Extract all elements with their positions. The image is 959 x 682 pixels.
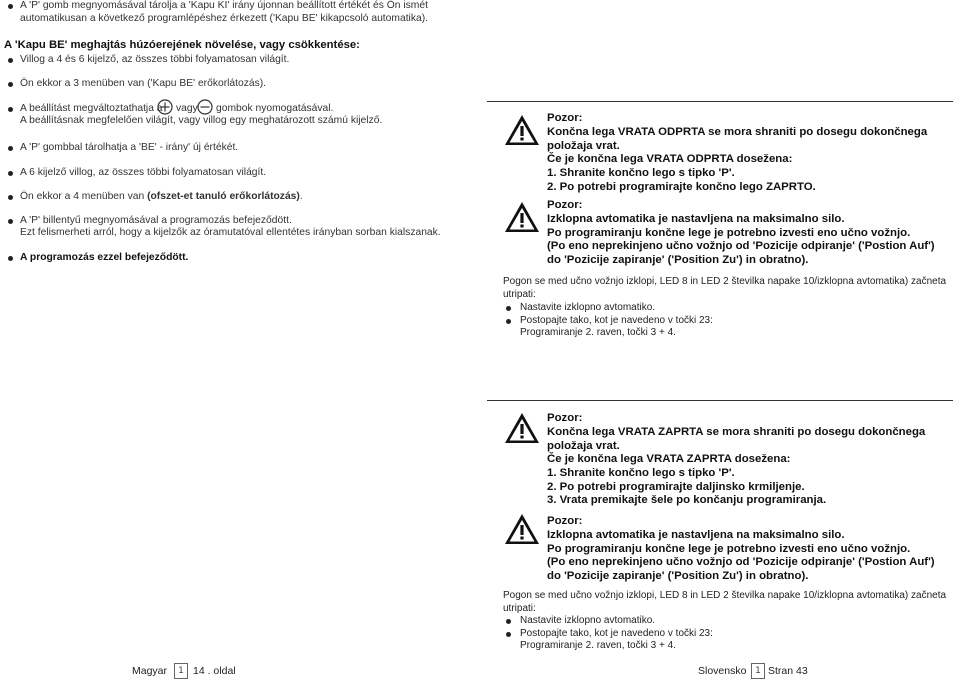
warning-4-line: Izklopna avtomatika je nastavljena na maksimalno silo. bbox=[547, 529, 845, 541]
info-item-2: Postopajte tako, kot je navedeno v točki 23: bbox=[520, 315, 713, 326]
left-bullet-1: Villog a 4 és 6 kijelző, az összes többi folyamatosan világít. bbox=[20, 54, 290, 65]
warning-3-title: Pozor: bbox=[547, 412, 583, 424]
left-top-line-1: A 'P' gomb megnyomásával tárolja a 'Kapu KI' irány újonnan beállított értékét és Ön ismét bbox=[20, 0, 428, 11]
bullet bbox=[8, 58, 13, 63]
left-bullet-8: A programozás ezzel befejeződött. bbox=[20, 252, 189, 263]
warning-2-line: do 'Pozicije zapiranje' ('Position Zu') in obratno). bbox=[547, 254, 809, 266]
bullet bbox=[506, 619, 511, 624]
bullet bbox=[8, 219, 13, 224]
info-paragraph-line-2: utripati: bbox=[503, 289, 536, 300]
warning-4-title: Pozor: bbox=[547, 515, 583, 527]
left-bullet-6-end: . bbox=[299, 191, 303, 202]
bullet bbox=[8, 82, 13, 87]
warning-1-line: 2. Po potrebi programirajte končno lego ZAPRTO. bbox=[547, 181, 816, 193]
info-paragraph-line-1: Pogon se med učno vožnjo izklopi, LED 8 in LED 2 številka napake 10/izklopna avtomatika) začneta bbox=[503, 276, 947, 287]
bullet bbox=[506, 306, 511, 311]
warning-2-line: Po programiranju končne lege je potrebno izvesti eno učno vožnjo. bbox=[547, 227, 911, 239]
info-paragraph-line-1: Pogon se med učno vožnjo izklopi, LED 8 in LED 2 številka napake 10/izklopna avtomatika) začneta bbox=[503, 590, 947, 601]
warning-1-title: Pozor: bbox=[547, 112, 583, 124]
page-number-icon: 1 bbox=[174, 663, 188, 679]
info-paragraph-line-2: utripati: bbox=[503, 603, 536, 614]
warning-3-line: 3. Vrata premikajte šele po končanju programiranja. bbox=[547, 494, 827, 506]
left-bullet-3-mid: vagy bbox=[176, 103, 198, 114]
left-bullet-6 bbox=[20, 190, 303, 203]
warning-3-line: Končna lega VRATA ZAPRTA se mora shraniti po dosegu dokončnega bbox=[547, 426, 926, 438]
left-bullet-3-line-2: A beállításnak megfelelően világít, vagy villog egy meghatározott számú kijelző. bbox=[20, 115, 383, 126]
bullet bbox=[8, 107, 13, 112]
bullet bbox=[8, 195, 13, 200]
left-bullet-5: A 6 kijelző villog, az összes többi folyamatosan világít. bbox=[20, 167, 267, 178]
warning-3-line: 1. Shranite končno lego s tipko 'P'. bbox=[547, 467, 735, 479]
plus-circle-icon bbox=[157, 99, 173, 115]
bullet bbox=[506, 632, 511, 637]
warning-1-line: položaja vrat. bbox=[547, 140, 620, 152]
divider-line bbox=[487, 400, 953, 401]
warning-4-line: Po programiranju končne lege je potrebno izvesti eno učno vožnjo. bbox=[547, 543, 911, 555]
warning-3-line: 2. Po potrebi programirajte daljinsko krmiljenje. bbox=[547, 481, 805, 493]
bullet bbox=[8, 146, 13, 151]
footer-language-left: Magyar bbox=[132, 665, 168, 677]
bullet bbox=[506, 319, 511, 324]
warning-4-line: do 'Pozicije zapiranje' ('Position Zu') in obratno). bbox=[547, 570, 809, 582]
warning-3-line: položaja vrat. bbox=[547, 440, 620, 452]
info-item-2-line-2: Programiranje 2. raven, točki 3 + 4. bbox=[520, 327, 676, 338]
bullet bbox=[8, 4, 13, 9]
warning-4-line: (Po eno neprekinjeno učno vožnjo od 'Pozicije odpiranje' ('Postion Auf') bbox=[547, 556, 935, 568]
warning-triangle-icon bbox=[504, 412, 540, 444]
bullet bbox=[8, 256, 13, 261]
info-item-1: Nastavite izklopno avtomatiko. bbox=[520, 615, 656, 626]
warning-triangle-icon bbox=[504, 114, 540, 146]
left-bullet-3-post: gombok nyomogatásával. bbox=[216, 103, 334, 114]
warning-1-line: Če je končna lega VRATA ODPRTA dosežena: bbox=[547, 153, 793, 165]
info-item-2: Postopajte tako, kot je navedeno v točki 23: bbox=[520, 628, 713, 639]
left-bullet-4: A 'P' gombbal tárolhatja a 'BE' - irány' új értékét. bbox=[20, 142, 239, 153]
left-bullet-7: A 'P' billentyű megnyomásával a programozás befejeződött. bbox=[20, 215, 292, 226]
left-bullet-7-line-2: Ezt felismerheti arról, hogy a kijelzők az óramutatóval ellentétes irányban sorban kialszanak. bbox=[20, 227, 441, 238]
page-number-icon: 1 bbox=[751, 663, 765, 679]
warning-2-line: Izklopna avtomatika je nastavljena na maksimalno silo. bbox=[547, 213, 845, 225]
warning-triangle-icon bbox=[504, 513, 540, 545]
warning-2-line: (Po eno neprekinjeno učno vožnjo od 'Pozicije odpiranje' ('Postion Auf') bbox=[547, 240, 935, 252]
left-bullet-6-bold: (ofszet-et tanuló erőkorlátozás) bbox=[147, 191, 300, 202]
divider-line bbox=[487, 101, 953, 102]
footer-page-right: Stran 43 bbox=[768, 665, 808, 677]
footer-language-right: Slovensko bbox=[698, 665, 747, 677]
left-section-heading: A 'Kapu BE' meghajtás húzóerejének növelése, vagy csökkentése: bbox=[4, 39, 360, 51]
warning-triangle-icon bbox=[504, 201, 540, 233]
left-top-line-2: automatikusan a következő programlépéshez érkezett ('Kapu BE' kikapcsoló automatika). bbox=[20, 13, 429, 24]
bullet bbox=[8, 171, 13, 176]
warning-3-line: Če je končna lega VRATA ZAPRTA dosežena: bbox=[547, 453, 791, 465]
minus-circle-icon bbox=[197, 99, 213, 115]
info-item-2-line-2: Programiranje 2. raven, točki 3 + 4. bbox=[520, 640, 676, 651]
warning-1-line: Končna lega VRATA ODPRTA se mora shraniti po dosegu dokončnega bbox=[547, 126, 928, 138]
warning-2-title: Pozor: bbox=[547, 199, 583, 211]
warning-1-line: 1. Shranite končno lego s tipko 'P'. bbox=[547, 167, 735, 179]
footer-page-left: 14 . oldal bbox=[193, 665, 236, 677]
left-bullet-2: Ön ekkor a 3 menüben van ('Kapu BE' erőkorlátozás). bbox=[20, 78, 267, 89]
info-item-1: Nastavite izklopno avtomatiko. bbox=[520, 302, 656, 313]
left-bullet-6-text: Ön ekkor a 4 menüben van bbox=[20, 191, 148, 202]
left-bullet-3-pre: A beállítást megváltoztathatja a bbox=[20, 103, 163, 114]
